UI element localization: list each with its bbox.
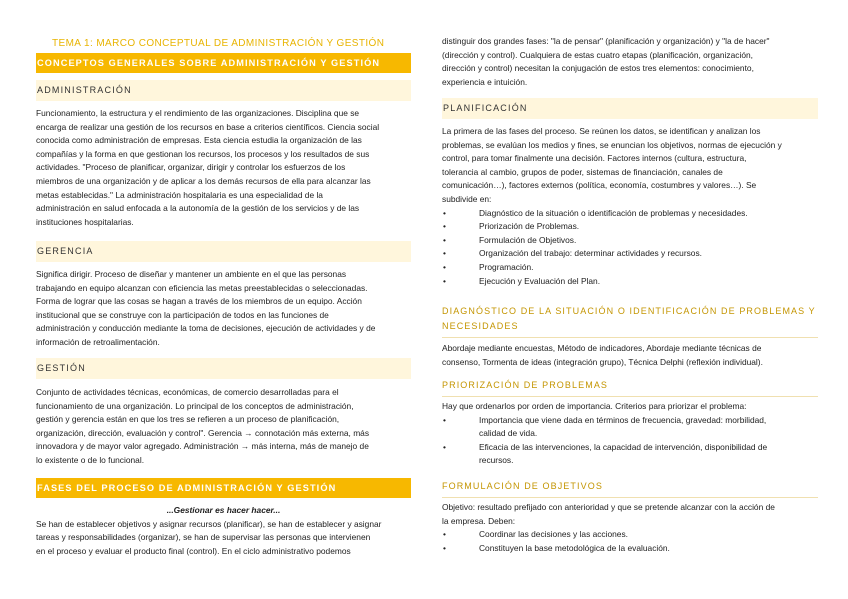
list-item-line: • Importancia que viene dada en términos de frecuencia, gravedad: morbilidad, xyxy=(479,414,767,425)
heading-gerencia: GERENCIA xyxy=(36,241,411,262)
list-item: • Priorización de Problemas. xyxy=(442,220,818,234)
text-line: La primera de las fases del proceso. Se reúnen los datos, se identifican y analizan los xyxy=(442,126,761,136)
paragraph-fases xyxy=(36,504,411,558)
text-line: administración en salud enfocada a la autonomía de la gestión de los servicios y de las xyxy=(36,203,360,214)
text-line: en el proceso y evaluar el producto final (control). En el ciclo administrativo podemos xyxy=(36,545,351,556)
text-line: conocida como administración de empresas. Esta ciencia estudia la organización de las xyxy=(36,135,362,146)
text-line: distinguir dos grandes fases: "la de pensar" (planificación y organización) y "la de hacer" xyxy=(442,36,770,46)
document-title: TEMA 1: MARCO CONCEPTUAL DE ADMINISTRACIÓN Y GESTIÓN xyxy=(52,38,385,49)
list-item-line: recursos. xyxy=(479,455,514,466)
paragraph-continuation xyxy=(442,35,818,89)
text-line: tareas y responsabilidades (organizar), se han de supervisar las personas que intervienen xyxy=(36,532,371,543)
text-line: control, para tomar finalmente una decisión. Factores internos (cultura, estructura, xyxy=(442,153,747,164)
formulacion-list xyxy=(442,528,818,555)
text-line: consenso, Tormenta de ideas (integración grupo), Técnica Delphi (reflexión individual). xyxy=(442,356,763,367)
text-line: comunicación…), factores externos (política, economía, costumbres y valores…). Se xyxy=(442,180,757,191)
text-line: encarga de realizar una gestión de los recursos en base a criterios científicos. Ciencia social xyxy=(36,121,380,132)
heading-priorizacion: PRIORIZACIÓN DE PROBLEMAS xyxy=(442,378,818,397)
text-line: experiencia e intuición. xyxy=(442,76,528,87)
list-item: • Programación. xyxy=(442,261,818,275)
text-line: Conjunto de actividades técnicas, económicas, de comercio desarrolladas para el xyxy=(36,387,339,397)
text-line: información de retroalimentación. xyxy=(36,336,160,347)
heading-administracion: ADMINISTRACIÓN xyxy=(36,80,411,101)
emphasis-line: ...Gestionar es hacer hacer... xyxy=(166,505,281,515)
text-line: gestión y gerencia están en que los tres se refieren a un proceso de planificación, xyxy=(36,414,340,425)
text-line: (dirección y control). Cualquiera de estas cuatro etapas (planificación, organización, xyxy=(442,49,753,60)
section-band-fases: FASES DEL PROCESO DE ADMINISTRACIÓN Y GESTIÓN xyxy=(36,478,411,498)
heading-gestion: GESTIÓN xyxy=(36,358,411,379)
list-item xyxy=(442,441,818,468)
heading-formulacion: FORMULACIÓN DE OBJETIVOS xyxy=(442,479,818,498)
list-item-line: calidad de vida. xyxy=(479,428,538,439)
text-line: Se han de establecer objetivos y asignar recursos (planificar), se han de establecer y asignar xyxy=(36,518,382,529)
list-item: • Constituyen la base metodológica de la evaluación. xyxy=(442,542,818,556)
list-item-line: • Eficacia de las intervenciones, la capacidad de intervención, disponibilidad de xyxy=(479,441,768,452)
text-line: Hay que ordenarlos por orden de importancia. Criterios para priorizar el problema: xyxy=(442,401,747,411)
section-band-conceptos: CONCEPTOS GENERALES SOBRE ADMINISTRACIÓN Y GESTIÓN xyxy=(36,53,411,73)
text-line: lo existente o de lo funcional. xyxy=(36,454,145,465)
paragraph-priorizacion xyxy=(442,400,818,468)
priorizacion-list xyxy=(442,414,818,468)
text-line: Forma de lograr que las cosas se hagan a través de los miembros de un equipo. Acción xyxy=(36,296,362,307)
text-line: Funcionamiento, la estructura y el rendimiento de las organizaciones. Disciplina que se xyxy=(36,108,360,118)
list-item: • Organización del trabajo: determinar actividades y recursos. xyxy=(442,247,818,261)
text-line: metas establecidas." La administración hospitalaria es una especialidad de la xyxy=(36,189,323,200)
text-line: Significa dirigir. Proceso de diseñar y mantener un ambiente en el que las personas xyxy=(36,269,347,279)
text-line: actividades. "Proceso de planificar, organizar, dirigir y controlar los esfuerzos de los xyxy=(36,162,346,173)
heading-diagnostico xyxy=(442,304,818,338)
text-line: dirección y control) necesitan la conjugación de estos tres elementos: conocimiento, xyxy=(442,63,754,74)
list-item: • Formulación de Objetivos. xyxy=(442,234,818,248)
text-line: subdivide en: xyxy=(442,193,492,204)
list-item: • Coordinar las decisiones y las acciones. xyxy=(442,528,818,542)
text-line: instituciones hospitalarias. xyxy=(36,216,134,227)
text-line: trabajando en equipo alcanzan con eficiencia las metas preestablecidas o seleccionadas. xyxy=(36,282,368,293)
paragraph-gestion xyxy=(36,386,411,468)
text-line: organización, dirección, evaluación y control". Gerencia → connotación más externa, más xyxy=(36,427,370,438)
paragraph-planificacion xyxy=(442,125,818,288)
paragraph-administracion xyxy=(36,107,411,229)
text-line: Objetivo: resultado prefijado con anterioridad y que se pretende alcanzar con la acción de xyxy=(442,502,775,512)
list-item: • Diagnóstico de la situación o identificación de problemas y necesidades. xyxy=(442,207,818,221)
text-line: la empresa. Deben: xyxy=(442,515,516,526)
text-line: funcionamiento de una organización. Lo principal de los conceptos de administración, xyxy=(36,400,354,411)
text-line: Abordaje mediante encuestas, Método de indicadores, Abordaje mediante técnicas de xyxy=(442,343,762,353)
text-line: miembros de una organización y de aplicar a los demás recursos de ella para alcanzar las xyxy=(36,175,371,186)
text-line: institucional que se construye con la participación de todos en las funciones de xyxy=(36,309,329,320)
planificacion-list xyxy=(442,207,818,289)
heading-planificacion: PLANIFICACIÓN xyxy=(442,98,818,119)
text-line: problemas, se evalúan los medios y fines, se enuncian los objetivos, normas de ejecución y xyxy=(442,139,782,150)
heading-line: DIAGNÓSTICO DE LA SITUACIÓN O IDENTIFICACIÓN DE PROBLEMAS Y xyxy=(442,306,816,316)
text-line: innovadora y de mayor valor agregado. Administración → más interna, más de manejo de xyxy=(36,441,369,452)
heading-line: NECESIDADES xyxy=(442,321,519,331)
paragraph-formulacion xyxy=(442,501,818,555)
paragraph-diagnostico xyxy=(442,342,818,369)
list-item xyxy=(442,414,818,441)
paragraph-gerencia xyxy=(36,268,411,350)
list-item: • Ejecución y Evaluación del Plan. xyxy=(442,275,818,289)
text-line: compañías y la forma en que gestionan los recursos, los procesos y los resultados de sus xyxy=(36,148,370,159)
text-line: administración y conducción mediante la toma de decisiones, ejecución de actividades y de xyxy=(36,323,376,334)
text-line: tolerancia al cambio, grupos de poder, sistemas de financiación, canales de xyxy=(442,166,723,177)
